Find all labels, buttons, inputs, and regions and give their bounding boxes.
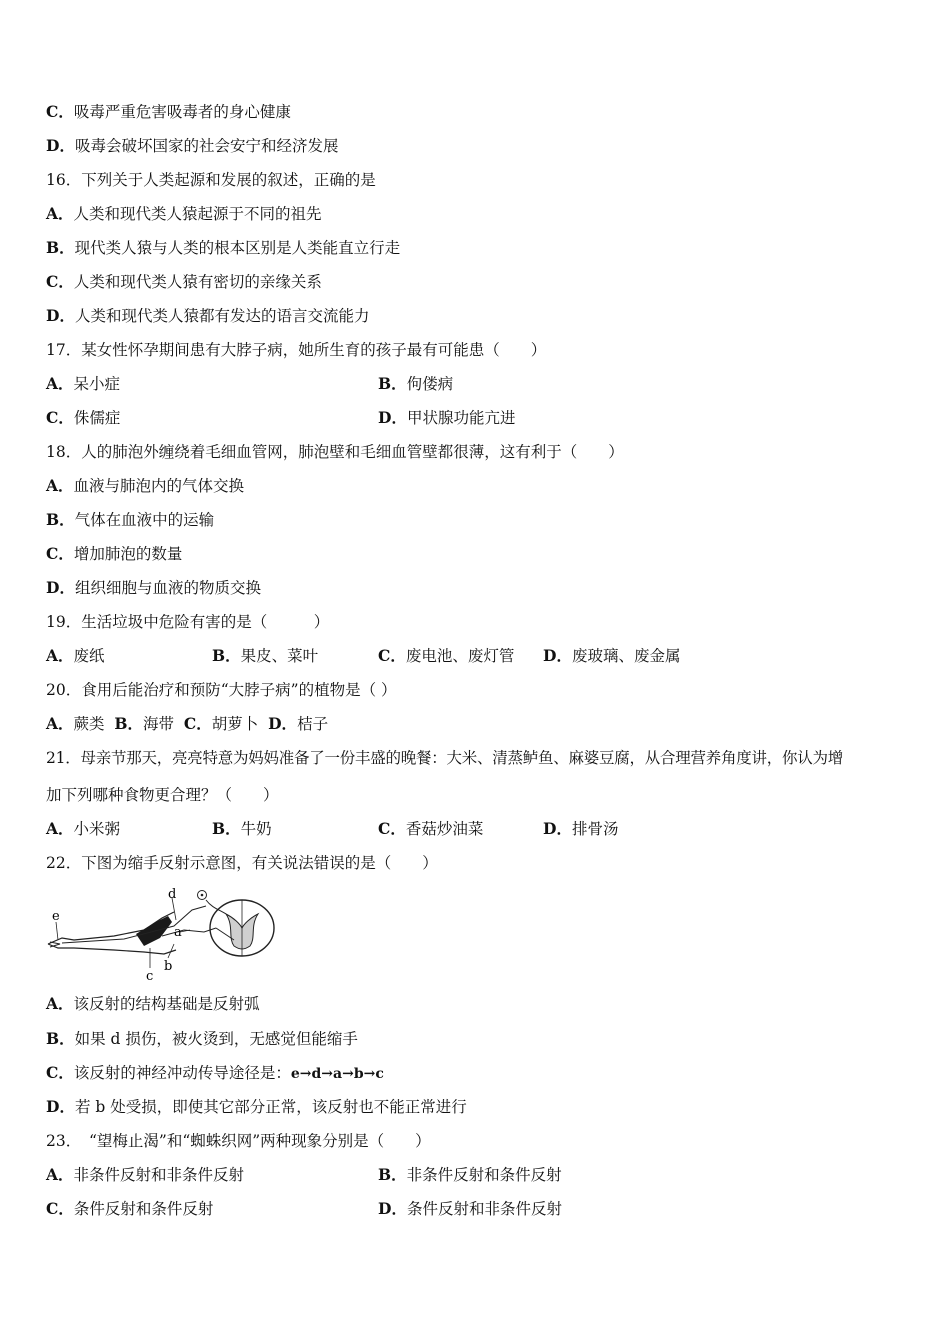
q22-option-c: C．该反射的神经冲动传导途径是：e→d→a→b→c [46, 1063, 384, 1082]
q15-option-c: C．吸毒严重危害吸毒者的身心健康 [46, 102, 291, 121]
q17-option-b: B．佝偻病 [378, 374, 454, 393]
q19-options [46, 646, 906, 666]
q20-option-b: B．海带 [114, 714, 175, 733]
q20-options [46, 714, 328, 734]
q22-option-a: A．该反射的结构基础是反射弧 [46, 994, 260, 1013]
q16-option-c: C．人类和现代类人猿有密切的亲缘关系 [46, 272, 322, 291]
q17-option-a: A．呆小症 [46, 374, 121, 393]
label-a: a [174, 925, 182, 940]
q23-option-a: A．非条件反射和非条件反射 [46, 1165, 245, 1184]
q18-option-a: A．血液与肺泡内的气体交换 [46, 476, 245, 495]
q18-option-d: D．组织细胞与血液的物质交换 [46, 578, 261, 597]
q21-option-c: C．香菇炒油菜 [378, 819, 484, 838]
q21-stem-line2: 加下列哪种食物更合理？（ ） [46, 786, 279, 804]
q23-stem: 23． “望梅止渴”和“蜘蛛织网”两种现象分别是（ ） [46, 1132, 431, 1150]
q16-option-b: B．现代类人猿与人类的根本区别是人类能直立行走 [46, 238, 401, 257]
label-c: c [146, 969, 154, 982]
q19-option-b: B．果皮、菜叶 [212, 646, 319, 665]
q20-option-a: A．蕨类 [46, 714, 105, 733]
q23-options-row2 [46, 1199, 906, 1219]
q16-option-a: A．人类和现代类人猿起源于不同的祖先 [46, 204, 322, 223]
q20-option-d: D．桔子 [268, 714, 329, 733]
q17-options-row2 [46, 408, 906, 428]
q17-option-d: D．甲状腺功能亢进 [378, 408, 516, 427]
q17-stem: 17．某女性怀孕期间患有大脖子病，她所生育的孩子最有可能患（ ） [46, 341, 547, 359]
sensory-nerve [62, 906, 206, 943]
q18-option-b: B．气体在血液中的运输 [46, 510, 215, 529]
q18-option-c: C．增加肺泡的数量 [46, 544, 183, 563]
q21-options [46, 819, 906, 839]
q23-options-row1 [46, 1165, 906, 1185]
q21-option-b: B．牛奶 [212, 819, 272, 838]
label-b: b [164, 959, 173, 974]
q18-stem: 18．人的肺泡外缠绕着毛细血管网，肺泡壁和毛细血管壁都很薄，这有利于（ ） [46, 443, 624, 461]
q17-options-row1 [46, 374, 906, 394]
q19-option-c: C．废电池、废灯管 [378, 646, 515, 665]
q20-option-c: C．胡萝卜 [183, 714, 259, 733]
q19-option-a: A．废纸 [46, 646, 105, 665]
q20-stem: 20．食用后能治疗和预防“大脖子病”的植物是（ ） [46, 681, 397, 699]
pointer-e [56, 922, 58, 940]
q23-option-b: B．非条件反射和条件反射 [378, 1165, 562, 1184]
q21-stem-line1: 21．母亲节那天，亮亮特意为妈妈准备了一份丰盛的晚餐：大米、清蒸鲈鱼、麻婆豆腐，从合理营养角度讲，你认为增 [46, 749, 843, 767]
arm-lower-outline [48, 944, 176, 954]
q23-option-c: C．条件反射和条件反射 [46, 1199, 214, 1218]
motor-nerve [162, 928, 216, 936]
q21-option-d: D．排骨汤 [543, 819, 619, 838]
q23-option-d: D．条件反射和非条件反射 [378, 1199, 562, 1218]
q16-option-d: D．人类和现代类人猿都有发达的语言交流能力 [46, 306, 370, 325]
q21-option-a: A．小米粥 [46, 819, 121, 838]
label-d: d [168, 887, 177, 902]
q22-option-d: D．若 b 处受损，即使其它部分正常，该反射也不能正常进行 [46, 1097, 467, 1116]
q22-stem: 22．下图为缩手反射示意图，有关说法错误的是（ ） [46, 854, 438, 872]
ganglion-dot [201, 894, 204, 897]
q19-stem: 19．生活垃圾中危险有害的是（ ） [46, 613, 330, 631]
reflex-arc-diagram [44, 886, 280, 982]
conduction-path: e→d→a→b→c [290, 1066, 384, 1082]
q17-option-c: C．侏儒症 [46, 408, 121, 427]
q19-option-d: D．废玻璃、废金属 [543, 646, 681, 665]
q16-stem: 16．下列关于人类起源和发展的叙述，正确的是 [46, 171, 376, 189]
q22-option-b: B．如果 d 损伤，被火烫到，无感觉但能缩手 [46, 1029, 358, 1048]
q15-option-d: D．吸毒会破坏国家的社会安宁和经济发展 [46, 136, 339, 155]
label-e: e [52, 909, 60, 924]
